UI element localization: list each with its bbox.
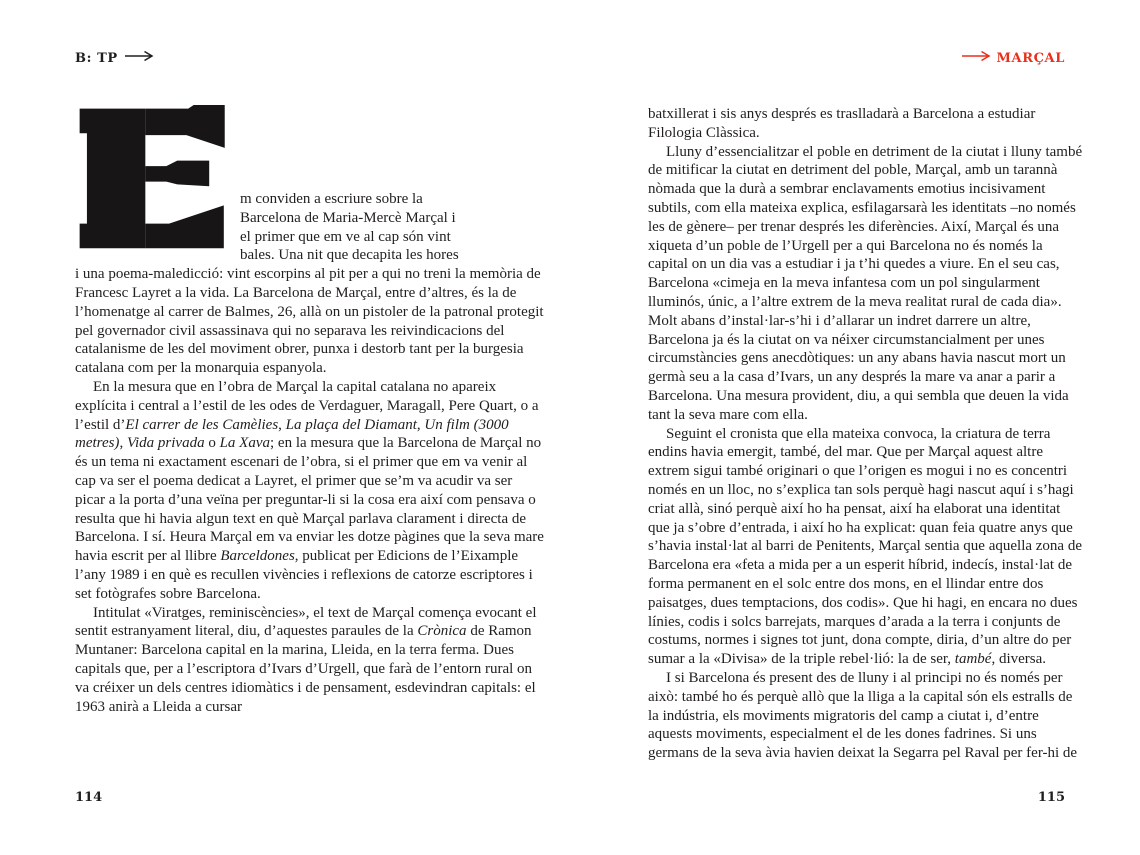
page-number-right: 115 (1037, 790, 1065, 805)
paragraph (75, 604, 545, 717)
italic-run: també (954, 651, 992, 668)
paragraph (648, 425, 1085, 669)
italic-run: Crònica (417, 623, 467, 640)
arrow-right-icon (961, 50, 991, 66)
opening-paragraph (75, 105, 545, 265)
lead-line: Barcelona de Maria-Mercè Marçal i (240, 209, 456, 226)
italic-run: El carrer de les Camèlies (125, 416, 279, 433)
page-number-left: 114 (75, 790, 103, 805)
text-run: Lluny d’essencialitzar el poble en detriment de la ciutat i lluny també de mitificar la ciutat en detriment del poble, Marçal, amb un tarannà nòmada que la durà a sembrar enclavaments emotius incisivament subtils, com ella mateixa explica, esfilagarsarà les identitats –no només les de gènere– per trenar després les diferències. Així, Marçal és una xiqueta d’un poble de l’Urgell per a qui Barcelona no és només la capital on un dia vas a estudiar i ja t’hi quedes a viure. En el seu cas, Barcelona «cimeja en la meva infantesa com un pol singularment lluminós, únic, a l’altre extrem de la meva realitat rural de cada dia». Molt abans d’instal·lar-s’hi i d’allarar un indret darrere un altre, Barcelona ja és la ciutat on va néixer circumstancialment per unes circumstàncies gens anecdòtiques: un any abans havia nascut mort un germà seu a la casa d’Ivars, un any després la mare va anar a parir a Barcelona. Una mesura provident, diu, a qui sembla que deuen la vida tant la seva mare com ella. (648, 143, 1083, 423)
paragraph (648, 143, 1085, 425)
text-run: , diversa. (991, 651, 1047, 668)
dropcap-letter-e (75, 105, 233, 251)
text-run: ; en la mesura que la Barcelona de Marçal no és un tema ni exactament escenari de l’obra, si el primer que em va venir al cap va ser el poema dedicat a Layret, el primer que se’m va acudir va ser picar a la porta d’una veïna per preguntar-li si la cosa era així com pensava o resulta que hi havia algun text en què Marçal parlava clarament i directa de Barcelona. I sí. Heura Marçal em va enviar les dotze pàgines que la seva mare havia escrit per al llibre (75, 435, 544, 565)
paragraph (75, 378, 545, 604)
text-run: Intitulat «Viratges, reminiscències», el text de Marçal comença evocant el sentit estranyament literal, diu, d’aquestes paraules de la (75, 604, 537, 640)
paragraph (648, 105, 1085, 143)
text-run: batxillerat i sis anys després es traslladarà a Barcelona a estudiar Filologia Clàssica. (648, 106, 1036, 141)
italic-run: Un film (3000 metres) (75, 416, 509, 452)
right-page-text (648, 105, 1085, 763)
text-run: de Ramon Muntaner: Barcelona capital en la marina, Lleida, en la terra ferma. Dues capitals que, per a l’escriptora d’Ivars d’Urgell, que farà de l’entorn rural on va créixer un dels centres idiomàtics i de pensament, esdevindran capitals: el 1963 anirà a Lleida a cursar (75, 623, 536, 715)
paragraph (75, 265, 545, 378)
lead-line: bales. Una nit que decapita les hores (240, 247, 459, 264)
running-head-right-label: MARÇAL (996, 50, 1065, 66)
arrow-right-icon (124, 50, 154, 66)
page-left-column (75, 105, 545, 716)
italic-run: Barceldones (220, 548, 295, 565)
italic-run: La plaça del Diamant (285, 416, 417, 433)
dropcap-lead-lines (240, 105, 545, 265)
lead-line: m conviden a escriure sobre la (240, 191, 423, 207)
italic-run: Vida privada (126, 435, 205, 452)
text-run: , (416, 416, 425, 433)
running-head-left-label: B: TP (75, 50, 118, 66)
running-head-left (75, 50, 154, 66)
text-run: i una poema-maledicció: vint escorpins al pit per a qui no treni la memòria de Francesc Layret a la vida. La Barcelona de Marçal, entre d’altres, és la de l’homenatge al carrer de Balmes, 26, allà on un pistoler de la patronal protegit pel governador civil assassinava qui no separava les reivindicacions del catalanisme de les del moviment obrer, punxa i destorb tant per la burgesia catalana com per la monarquia espanyola. (75, 266, 544, 377)
text-run: , (278, 416, 286, 433)
page-right-column (648, 105, 1085, 763)
text-run: , (119, 435, 127, 452)
running-head-right (961, 50, 1065, 66)
italic-run: La Xava (219, 435, 270, 452)
lead-line: el primer que em ve al cap són vint (240, 228, 451, 245)
left-page-text (75, 265, 545, 716)
text-run: I si Barcelona és present des de lluny i al principi no és només per això: també ho és perquè allò que la lliga a la capital són els estralls de la indústria, els moviments migratoris del camp a ciutat i, d’entre aquests moviments, especialment el de les dones fadrines. Si uns germans de la seva àvia havien deixat la Segarra pel Raval per fer-hi de (648, 669, 1078, 762)
text-run: En la mesura que en l’obra de Marçal la capital catalana no apareix explícita i central a l’estil de les odes de Verdaguer, Maragall, Pere Quart, o a l’estil d’ (75, 378, 539, 433)
text-run: , publicat per Edicions de l’Eixample l’any 1989 i en què es recullen vivències i reflexions de catorze escriptores i set fotògrafes sobre Barcelona. (75, 548, 533, 602)
paragraph (648, 669, 1085, 763)
text-run: Seguint el cronista que ella mateixa convoca, la criatura de terra endins havia emergit, també, del mar. Que per Marçal aquest altre extrem sigui també originari o que l’origen es mogui i no es concentri només en un lloc, no s’explica tan sols perquè hagi nascut aquí i s’hagi criat allà, sinó perquè així ho ha pensat, així ha elaborat una identitat que ja s’obre d’entrada, i així ho ha explicat: quan feia quatre anys que s’havia instal·lat al barri de Penitents, Marçal sentia que aquella zona de Barcelona era «feta a mida per a un esperit híbrid, indecís, instal·lat de forma permanent en el solc entre dos mons, en el llindar entre dos paisatges, dues temptacions, dos codis». Que hi hagi, en encara no dues línies, codis i solcs barrejats, marques d’arada a la terra i conjunts de costums, normes i signes tot junt, dona compte, diria, d’un altre do per sumar a la «Divisa» de la triple rebel·lió: la de ser, (648, 425, 1082, 668)
text-run: o (204, 435, 220, 452)
